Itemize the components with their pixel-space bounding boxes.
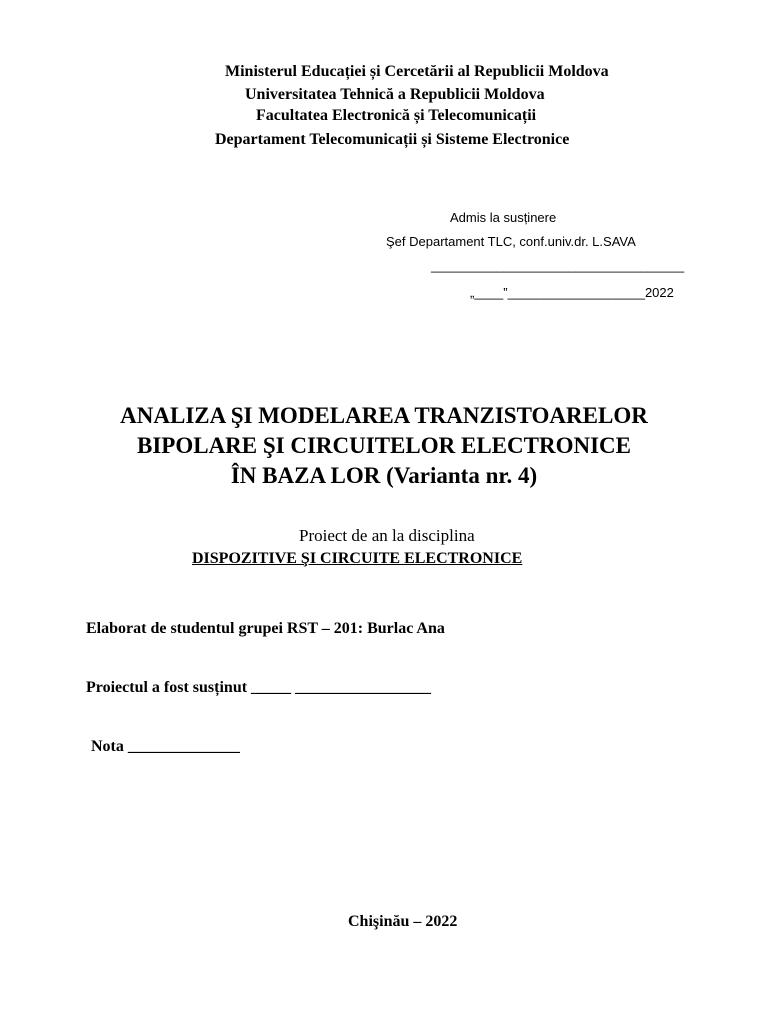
faculty-name: Facultatea Electronică și Telecomunicații [256, 107, 537, 124]
signature-line: ___________________________________ [431, 258, 685, 273]
university-name: Universitatea Tehnică a Republicii Moldova [245, 86, 545, 103]
department-name: Departament Telecomunicații și Sisteme Electronice [215, 131, 570, 148]
discipline-name: DISPOZITIVE ŞI CIRCUITE ELECTRONICE [192, 550, 523, 567]
city-year: Chişinău – 2022 [348, 913, 458, 930]
title-line-2: BIPOLARE ŞI CIRCUITELOR ELECTRONICE [137, 433, 631, 458]
department-head: Şef Departament TLC, conf.univ.dr. L.SAVA [386, 234, 636, 249]
title-line-1: ANALIZA ŞI MODELAREA TRANZISTOARELOR [120, 403, 648, 428]
date-line: „____”___________________2022 [470, 285, 674, 300]
author-line: Elaborat de studentul grupei RST – 201: Burlac Ana [86, 620, 445, 637]
defended-line: Proiectul a fost susținut _____ _________________ [86, 679, 432, 696]
ministry-name: Ministerul Educației și Cercetării al Republicii Moldova [225, 63, 609, 80]
project-subtitle: Proiect de an la disciplina [299, 526, 475, 545]
admitted-label: Admis la susținere [450, 210, 557, 225]
project-title [0, 401, 768, 491]
title-line-3: ÎN BAZA LOR (Varianta nr. 4) [230, 463, 538, 488]
grade-line: Nota ______________ [91, 738, 240, 755]
